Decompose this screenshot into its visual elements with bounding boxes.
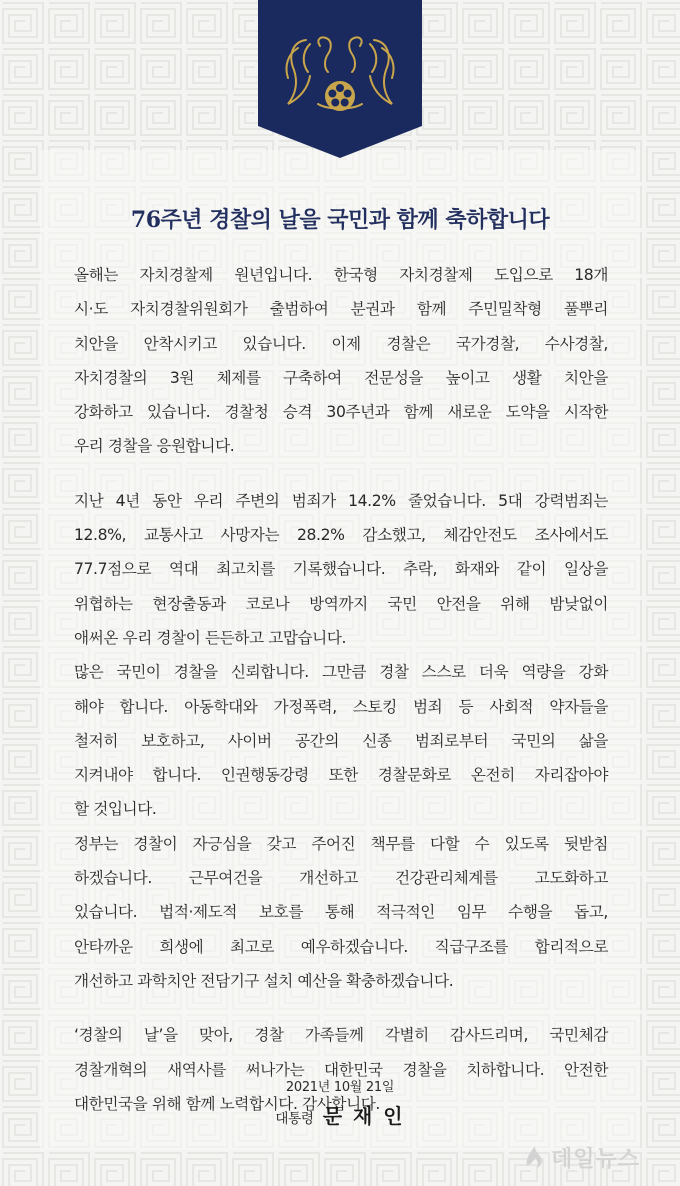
text-line: 대한민국을 위해 함께 노력합시다. 감사합니다. [74,1094,380,1113]
text-line: 우리 경찰을 응원합니다. [74,437,235,456]
text-line: 77.7점으로 역대 최고치를 기록했습니다. 추락, 화재와 같이 일상을 [74,560,608,579]
text-line: 정부는 경찰이 자긍심을 갖고 주어진 책무를 다할 수 있도록 뒷받침 [74,834,608,853]
paragraph-3 [74,655,608,826]
text-line: 안타까운 희생에 최고로 예우하겠습니다. 직급구조를 합리적으로 [74,937,608,956]
signature-role: 대통령 [275,1111,314,1127]
text-line: 올해는 자치경찰제 원년입니다. 한국형 자치경찰제 도입으로 18개 [74,266,608,284]
letter-date: 2021년 10월 21일 [285,1080,395,1095]
text-line: 경찰개혁의 새역사를 써나가는 대한민국 경찰을 치하합니다. 안전한 [74,1060,608,1079]
text-line: 12.8%, 교통사고 사망자는 28.2% 감소했고, 체감안전도 조사에서도 [74,526,608,545]
text-line: 하겠습니다. 근무여건을 개선하고 건강관리체계를 고도화하고 [74,869,608,888]
paragraph-1 [74,258,608,464]
paragraph-2 [74,484,608,655]
paragraph-4 [74,827,608,998]
daily-news-logo-icon [523,1144,547,1170]
text-line: 지난 4년 동안 우리 주변의 범죄가 14.2% 줄었습니다. 5대 강력범죄는 [74,491,608,510]
letter-body [74,258,608,1121]
text-line: 치안을 안착시키고 있습니다. 이제 경찰은 국가경찰, 수사경찰, [74,334,608,353]
text-line: 위협하는 현장출동과 코로나 방역까지 국민 안전을 위해 밤낮없이 [74,594,608,613]
text-line: 시·도 자치경찰위원회가 출범하여 분권과 함께 주민밀착형 풀뿌리 [74,300,608,319]
signature [0,1100,680,1129]
text-line: 철저히 보호하고, 사이버 공간의 신종 범죄로부터 국민의 삶을 [74,731,608,750]
emblem-banner [258,0,422,158]
page-title: 76주년 경찰의 날을 국민과 함께 축하합니다 [130,207,550,233]
signature-name: 문 재 인 [322,1104,405,1128]
text-line: 해야 합니다. 아동학대와 가정폭력, 스토킹 범죄 등 사회적 약자들을 [74,697,608,716]
text-line: 있습니다. 법적·제도적 보호를 통해 적극적인 임무 수행을 돕고, [74,903,608,922]
text-line: 할 것입니다. [74,800,157,819]
watermark [523,1140,663,1176]
text-line: 애써온 우리 경찰이 든든하고 고맙습니다. [74,628,347,647]
text-line: 많은 국민이 경찰을 신뢰합니다. 그만큼 경찰 스스로 더욱 역량을 강화 [74,663,608,682]
watermark-text: 데일뉴스 [551,1147,641,1172]
text-line: 개선하고 과학치안 전담기구 설치 예산을 확충하겠습니다. [74,971,454,990]
text-line: 지켜내야 합니다. 인권행동강령 또한 경찰문화로 온전히 자리잡아야 [74,766,608,785]
text-line: 강화하고 있습니다. 경찰청 승격 30주년과 함께 새로운 도약을 시작한 [74,403,608,422]
text-line: ‘경찰의 날’을 맞아, 경찰 가족들께 각별히 감사드리며, 국민체감 [74,1026,608,1045]
text-line: 자치경찰의 3원 체제를 구축하여 전문성을 높이고 생활 치안을 [74,368,608,387]
